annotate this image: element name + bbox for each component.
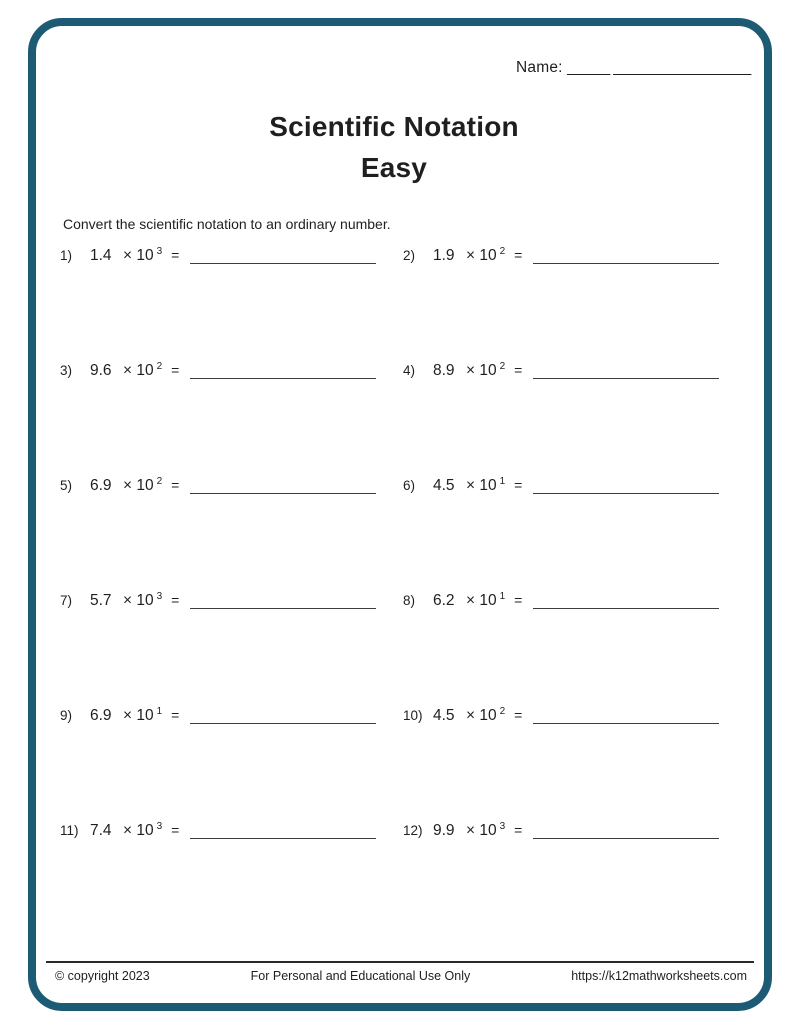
problem-exponent: 3 [156,246,163,257]
copyright-text: © copyright 2023 [55,969,150,983]
problem-exponent: 2 [499,706,506,717]
problem-exponent: 2 [156,476,163,487]
problem-exponent: 3 [156,591,163,602]
problem-number: 5) [60,478,73,493]
problem-exponent: 3 [499,821,506,832]
problem-item [60,707,403,822]
website-url: https://k12mathworksheets.com [571,969,747,983]
answer-blank[interactable] [190,493,376,494]
problem-mantissa: 6.9 [90,477,112,494]
worksheet-title-block [0,106,788,188]
problem-base: × 10 [466,822,497,839]
answer-blank[interactable] [190,838,376,839]
problem-number: 11) [60,823,79,838]
problem-number: 1) [60,248,73,263]
answer-blank[interactable] [190,263,376,264]
problem-mantissa: 7.4 [90,822,112,839]
equals-sign: = [171,477,180,493]
problem-exponent: 1 [499,476,506,487]
equals-sign: = [514,592,523,608]
equals-sign: = [514,477,523,493]
problem-mantissa: 6.9 [90,707,112,724]
answer-blank[interactable] [190,608,376,609]
problem-exponent: 1 [156,706,163,717]
equals-sign: = [514,707,523,723]
equals-sign: = [514,362,523,378]
problem-mantissa: 9.6 [90,362,112,379]
problem-mantissa: 4.5 [433,707,455,724]
equals-sign: = [514,822,523,838]
problem-base: × 10 [123,707,154,724]
problem-number: 10) [403,708,423,723]
usage-text: For Personal and Educational Use Only [250,969,471,983]
problem-base: × 10 [466,707,497,724]
problem-base: × 10 [123,592,154,609]
problem-item [403,247,740,362]
problem-number: 7) [60,593,73,608]
problem-base: × 10 [123,362,154,379]
problem-item [60,362,403,477]
problem-item [60,592,403,707]
problem-exponent: 3 [156,821,163,832]
problem-mantissa: 1.4 [90,247,112,264]
problem-base: × 10 [466,477,497,494]
page-title: Scientific Notation [269,111,519,142]
problem-base: × 10 [466,362,497,379]
footer [46,969,754,983]
problem-base: × 10 [123,247,154,264]
footer-divider [46,961,754,963]
problem-exponent: 2 [499,361,506,372]
answer-blank[interactable] [533,723,719,724]
problem-exponent: 2 [499,246,506,257]
problem-item [403,477,740,592]
answer-blank[interactable] [533,378,719,379]
equals-sign: = [171,362,180,378]
answer-blank[interactable] [533,608,719,609]
problem-item [403,592,740,707]
problem-exponent: 2 [156,361,163,372]
name-blank[interactable]: _____ ________________ [567,59,752,76]
page-subtitle: Easy [360,152,428,183]
problem-mantissa: 1.9 [433,247,455,264]
name-label: Name: [516,59,563,76]
problem-mantissa: 5.7 [90,592,112,609]
problem-base: × 10 [123,477,154,494]
instruction-text: Convert the scientific notation to an ordinary number. [63,216,391,232]
problem-number: 6) [403,478,416,493]
equals-sign: = [171,822,180,838]
equals-sign: = [171,592,180,608]
answer-blank[interactable] [533,263,719,264]
problem-item [403,822,740,937]
equals-sign: = [514,247,523,263]
problem-number: 9) [60,708,73,723]
answer-blank[interactable] [533,838,719,839]
name-field [516,59,751,77]
problem-item [60,247,403,362]
problem-base: × 10 [466,247,497,264]
problem-item [60,477,403,592]
problem-base: × 10 [123,822,154,839]
problem-number: 2) [403,248,416,263]
problem-number: 4) [403,363,416,378]
problem-base: × 10 [466,592,497,609]
problem-item [60,822,403,937]
answer-blank[interactable] [190,378,376,379]
answer-blank[interactable] [533,493,719,494]
problem-number: 12) [403,823,423,838]
answer-blank[interactable] [190,723,376,724]
problem-number: 3) [60,363,73,378]
equals-sign: = [171,707,180,723]
problem-mantissa: 8.9 [433,362,455,379]
equals-sign: = [171,247,180,263]
problem-exponent: 1 [499,591,506,602]
problem-mantissa: 4.5 [433,477,455,494]
problem-number: 8) [403,593,416,608]
problem-mantissa: 9.9 [433,822,455,839]
problem-mantissa: 6.2 [433,592,455,609]
problem-item [403,362,740,477]
problem-item [403,707,740,822]
problems-grid [60,247,750,937]
